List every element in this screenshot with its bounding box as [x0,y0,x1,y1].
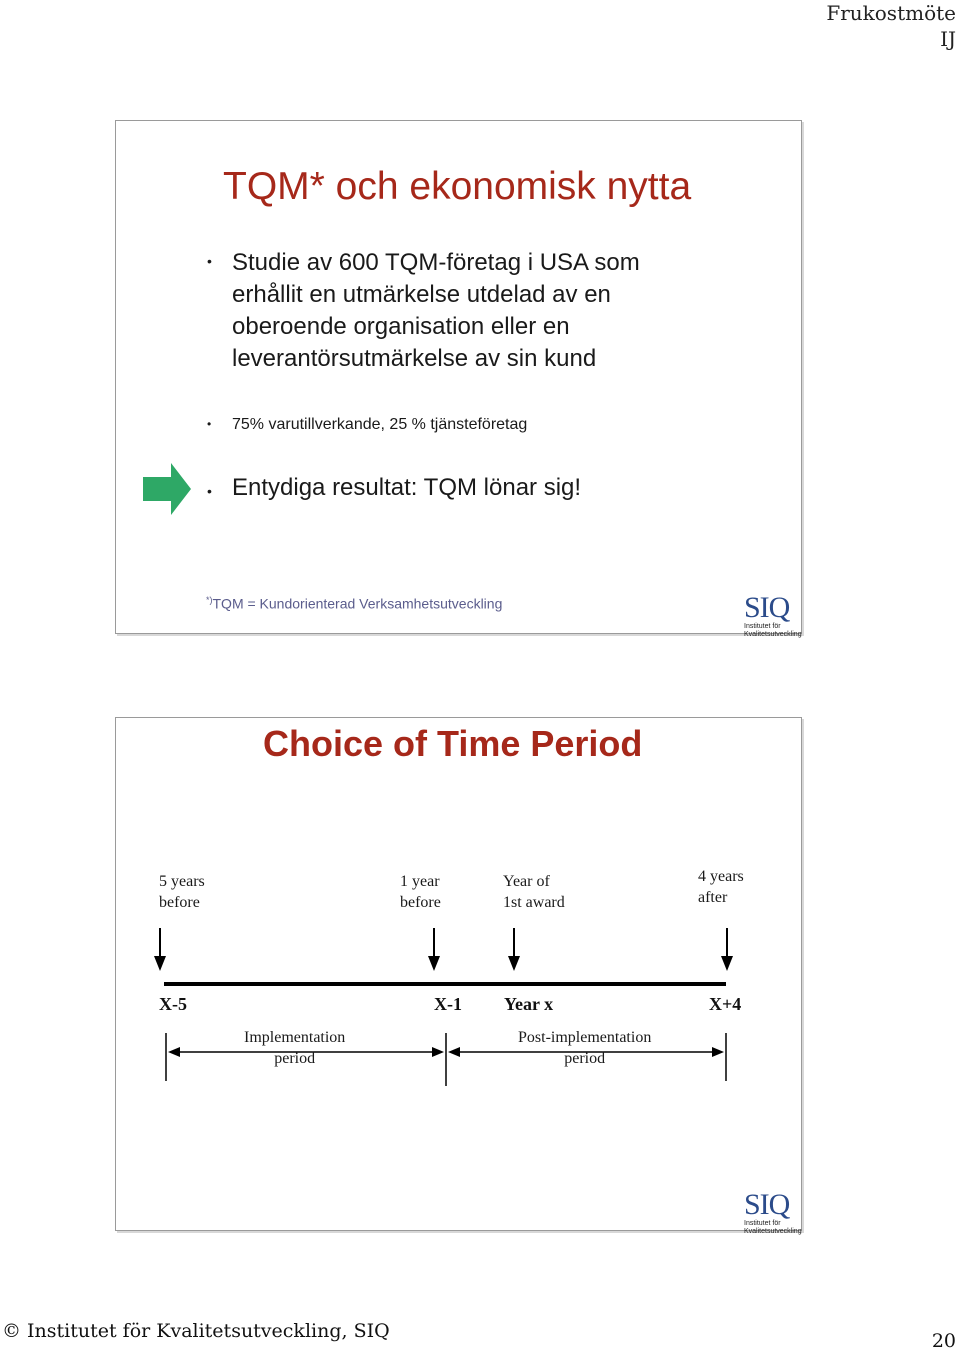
page-number: 20 [931,1330,956,1352]
green-arrow-icon [143,463,191,515]
label-line: 1st award [503,894,565,911]
label-line: 5 years [159,873,205,890]
axis-label: X-5 [159,994,187,1014]
logo-name: SIQ [744,591,790,624]
logo-name: SIQ [744,1188,790,1221]
down-arrow-icon [428,928,440,971]
bullet-split: 75% varutillverkande, 25 % tjänsteföretag [232,416,528,433]
slide-tqm [115,120,802,638]
axis-label: Year x [504,994,554,1014]
timeline-diagram [116,718,801,1230]
footnote-text: TQM = Kundorienterad Verksamhetsutveckling [212,595,503,612]
siq-logo [744,1190,802,1236]
label-line: after [698,889,728,906]
axis-label: X+4 [709,994,742,1014]
label-line: 1 year [400,873,440,890]
bullet-dot: • [207,253,212,269]
label-line: before [159,894,200,911]
down-arrow-icon [508,928,520,971]
logo-line: Institutet för [744,623,781,630]
logo-line: Institutet för [744,1220,781,1227]
period-label [244,1027,345,1069]
slide-title: TQM* och ekonomisk nytta [223,165,692,208]
header-title: Frukostmöte [826,1,956,25]
down-arrow-icon [721,928,733,971]
down-arrow-icon [154,928,166,971]
axis-label: X-1 [434,994,462,1014]
label-line: 4 years [698,868,744,885]
header-initials: IJ [940,27,956,51]
slide-time-period [115,717,802,1235]
bullet-dot: • [207,483,212,499]
siq-logo [744,593,802,639]
bullet-study-line: Studie av 600 TQM-företag i USA som [232,249,640,276]
period-label [518,1027,651,1069]
logo-line: Kvalitetsutveckling [744,631,802,638]
footnote [206,595,502,612]
bullet-dot: • [207,417,212,431]
bullet-study-line: erhållit en utmärkelse utdelad av en [232,281,611,308]
label-line: Post-implementation [518,1029,652,1046]
bullet-study-line: leverantörsutmärkelse av sin kund [232,345,597,372]
bullet-result: Entydiga resultat: TQM lönar sig! [232,474,582,501]
label-line: period [564,1050,606,1067]
label-line: before [400,894,441,911]
label-line: period [274,1050,316,1067]
footnote-mark: *) [206,595,213,605]
logo-line: Kvalitetsutveckling [744,1228,802,1235]
label-line: Implementation [244,1029,346,1046]
footer-copyright: © Institutet för Kvalitetsutveckling, SIQ [2,1320,390,1342]
bullet-study-line: oberoende organisation eller en [232,313,570,340]
slide-title: Choice of Time Period [263,723,643,764]
bullet-study [232,247,640,375]
label-line: Year of [503,873,550,890]
